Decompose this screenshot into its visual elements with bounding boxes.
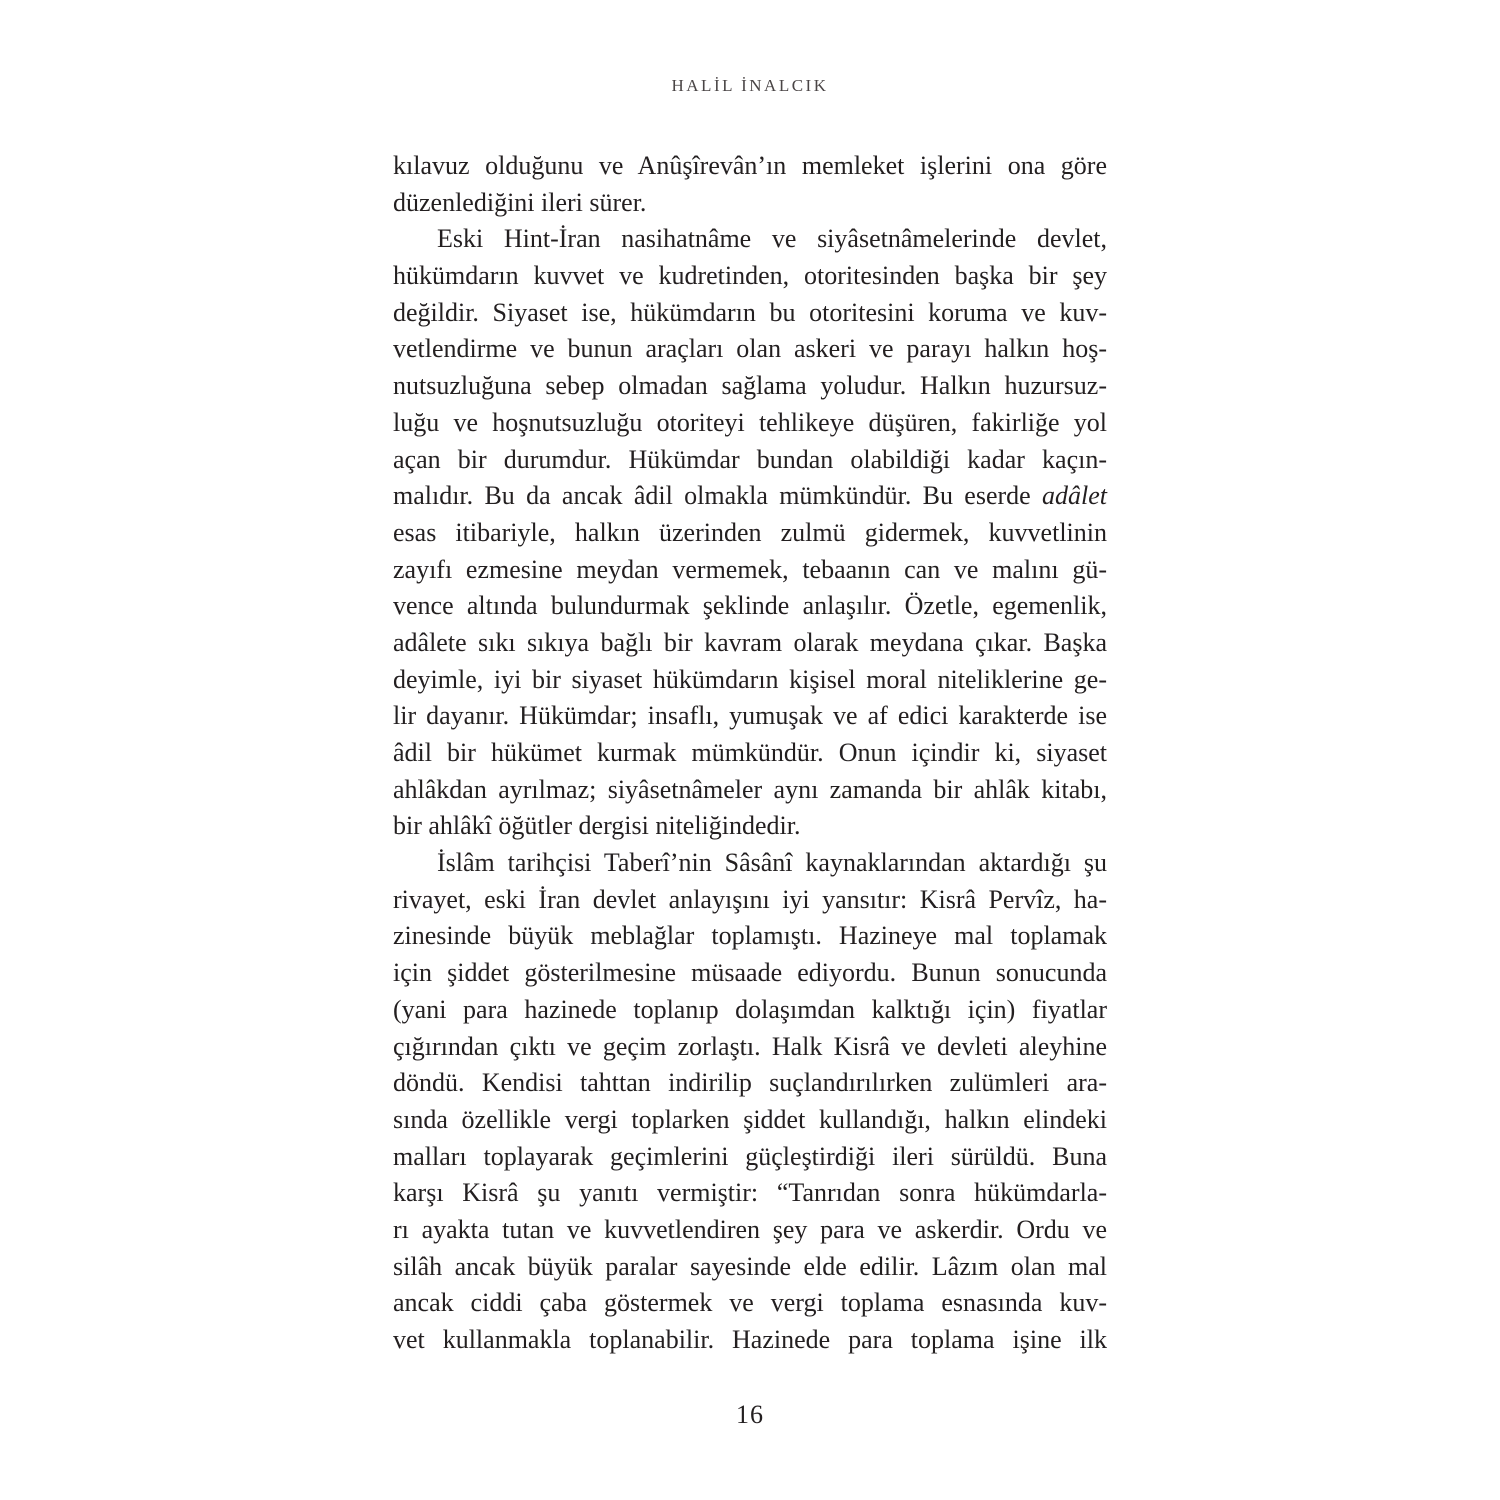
body-text (393, 148, 1107, 1359)
text-line (393, 992, 1107, 1029)
text-line (393, 1249, 1107, 1286)
text-line (393, 1029, 1107, 1066)
text-line (393, 552, 1107, 589)
text-line-content: çığırından çıktı ve geçim zorlaştı. Halk Kisrâ ve devleti aleyhine (393, 1031, 1107, 1061)
text-line-content: bir ahlâkî öğütler dergisi niteliğindedir. (393, 811, 801, 841)
text-line-content: için şiddet gösterilmesine müsaade ediyordu. Bunun sonucunda (393, 958, 1107, 988)
text-line-content: zayıfı ezmesine meydan vermemek, tebaanın can ve malını gü- (393, 554, 1107, 584)
text-line-content: silâh ancak büyük paralar sayesinde elde edilir. Lâzım olan mal (393, 1251, 1107, 1281)
text-line (393, 1285, 1107, 1322)
text-line-content: rı ayakta tutan ve kuvvetlendiren şey para ve askerdir. Ordu ve (393, 1214, 1107, 1244)
text-line-content: ahlâkdan ayrılmaz; siyâsetnâmeler aynı zamanda bir ahlâk kitabı, (393, 774, 1107, 804)
text-line (393, 735, 1107, 772)
text-line-content: sında özellikle vergi toplarken şiddet kullandığı, halkın elindeki (393, 1104, 1107, 1134)
text-line-content: nutsuzluğuna sebep olmadan sağlama yoludur. Halkın huzursuz- (393, 371, 1107, 401)
text-line (393, 295, 1107, 332)
text-line-content: vence altında bulundurmak şeklinde anlaşılır. Özetle, egemenlik, (393, 591, 1107, 621)
text-line (393, 1139, 1107, 1176)
page-number: 16 (736, 1400, 764, 1429)
text-line (393, 625, 1107, 662)
text-line (393, 1212, 1107, 1249)
text-line-content: değildir. Siyaset ise, hükümdarın bu otoritesini koruma ve kuv- (393, 297, 1107, 327)
text-line-content: rivayet, eski İran devlet anlayışını iyi yansıtır: Kisrâ Pervîz, ha- (393, 884, 1107, 914)
text-line (393, 185, 1107, 222)
text-line-content: karşı Kisrâ şu yanıtı vermiştir: “Tanrıdan sonra hükümdarla- (393, 1178, 1107, 1208)
text-line-content: luğu ve hoşnutsuzluğu otoriteyi tehlikeye düşüren, fakirliğe yol (393, 407, 1107, 437)
text-line (393, 1102, 1107, 1139)
text-line (393, 1175, 1107, 1212)
running-head: HALİL İNALCIK (671, 76, 829, 95)
text-line (393, 845, 1107, 882)
text-line-content: deyimle, iyi bir siyaset hükümdarın kişisel moral niteliklerine ge- (393, 664, 1107, 694)
text-line (393, 918, 1107, 955)
text-line (393, 442, 1107, 479)
text-line (393, 808, 1107, 845)
text-line (393, 698, 1107, 735)
text-line-content: ancak ciddi çaba göstermek ve vergi toplama esnasında kuv- (393, 1288, 1107, 1318)
text-line (393, 258, 1107, 295)
text-line-content: kılavuz olduğunu ve Anûşîrevân’ın memleket işlerini ona göre (393, 151, 1107, 180)
text-line-content: lir dayanır. Hükümdar; insaflı, yumuşak ve af edici karakterde ise (393, 701, 1107, 731)
text-line-content: malları toplayarak geçimlerini güçleştirdiği ileri sürüldü. Buna (393, 1141, 1107, 1171)
text-line-content: hükümdarın kuvvet ve kudretinden, otoritesinden başka bir şey (393, 261, 1107, 291)
text-line (393, 588, 1107, 625)
text-line (393, 405, 1107, 442)
text-line (393, 478, 1107, 515)
italic-term: adâlet (1042, 481, 1107, 511)
text-line (393, 882, 1107, 919)
text-line-content: düzenlediğini ileri sürer. (393, 187, 647, 217)
text-line-content: açan bir durumdur. Hükümdar bundan olabildiği kadar kaçın- (393, 444, 1107, 474)
text-line-content: Eski Hint-İran nasihatnâme ve siyâsetnâmelerinde devlet, (437, 224, 1107, 254)
text-line (393, 368, 1107, 405)
text-line (393, 772, 1107, 809)
text-line (393, 1065, 1107, 1102)
text-line-content: vetlendirme ve bunun araçları olan askeri ve parayı halkın hoş- (393, 334, 1107, 364)
text-line (393, 515, 1107, 552)
text-line (393, 331, 1107, 368)
text-line-content: esas itibariyle, halkın üzerinden zulmü gidermek, kuvvetlinin (393, 517, 1107, 547)
text-line (393, 148, 1107, 185)
text-line-content: İslâm tarihçisi Taberî’nin Sâsânî kaynaklarından aktardığı şu (437, 848, 1107, 878)
text-line-content: (yani para hazinede toplanıp dolaşımdan kalktığı için) fiyatlar (393, 994, 1107, 1024)
text-line-content: adâlete sıkı sıkıya bağlı bir kavram olarak meydana çıkar. Başka (393, 627, 1107, 657)
text-line (393, 221, 1107, 258)
text-line (393, 662, 1107, 699)
text-line-content: döndü. Kendisi tahttan indirilip suçlandırılırken zulümleri ara- (393, 1068, 1107, 1098)
text-line-content: vet kullanmakla toplanabilir. Hazinede para toplama işine ilk (393, 1325, 1107, 1354)
text-line (393, 1322, 1107, 1359)
text-line-content: malıdır. Bu da ancak âdil olmakla mümkündür. Bu eserde (393, 481, 1042, 511)
text-line (393, 955, 1107, 992)
text-line-content: âdil bir hükümet kurmak mümkündür. Onun içindir ki, siyaset (393, 738, 1107, 767)
text-line-content: zinesinde büyük meblağlar toplamıştı. Hazineye mal toplamak (393, 921, 1107, 951)
